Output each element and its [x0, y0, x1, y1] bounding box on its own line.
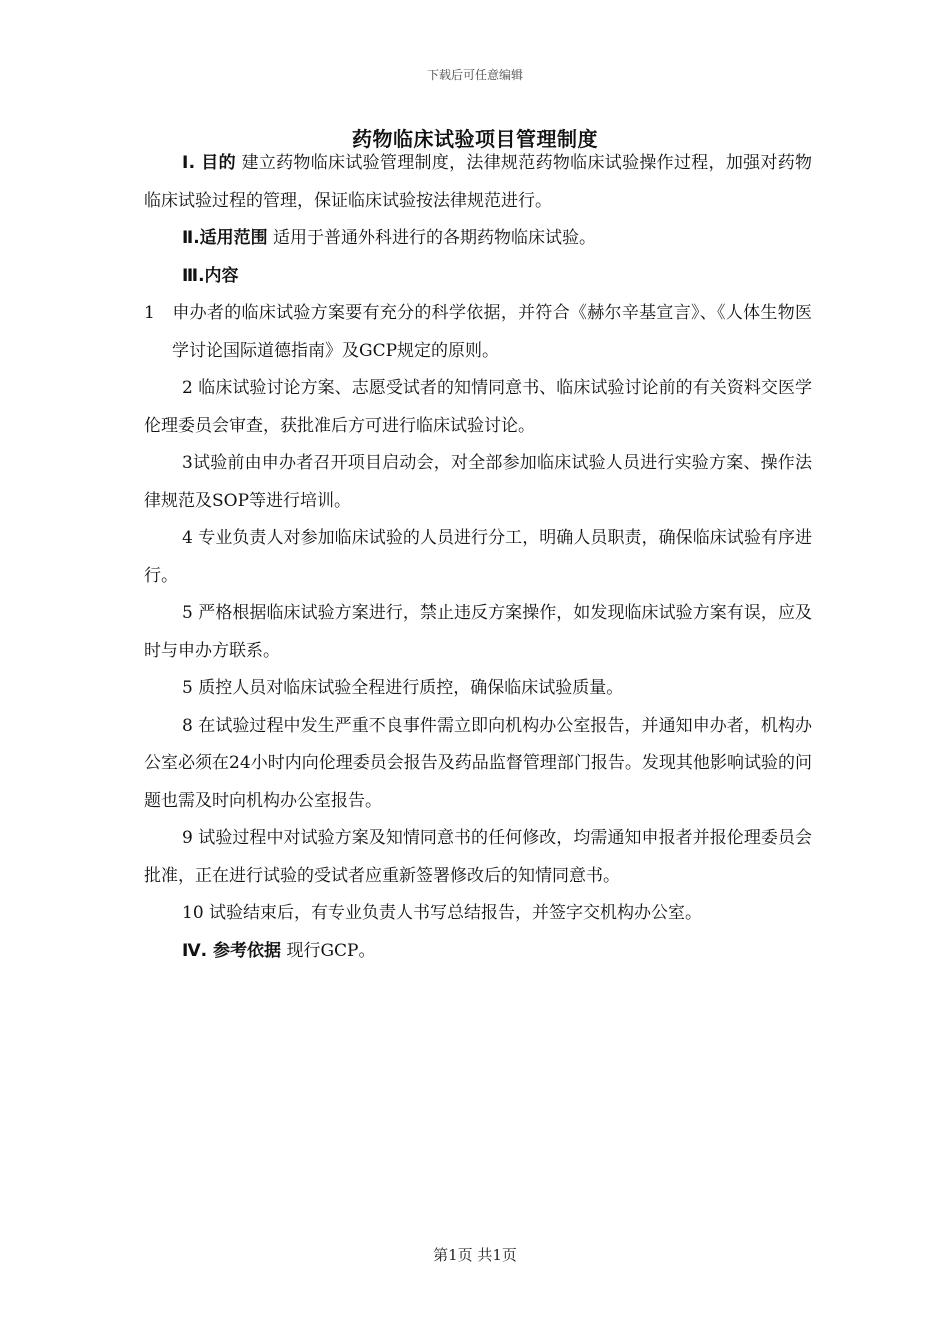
- section-purpose-label: Ⅰ. 目的: [182, 153, 236, 173]
- content-item: 3试验前由申办者召开项目启动会，对全部参加临床试验人员进行实验方案、操作法律规范及SOP等进行培训。: [144, 453, 812, 511]
- content-item: 4 专业负责人对参加临床试验的人员进行分工，明确人员职责，确保临床试验有序进行。: [144, 528, 812, 586]
- content-item: 5 质控人员对临床试验全程进行质控，确保临床试验质量。: [182, 678, 624, 698]
- page-header: 下载后可任意编辑: [426, 68, 523, 82]
- section-scope-text: 适用于普通外科进行的各期药物临床试验。: [267, 228, 597, 248]
- content-item: 10 试验结束后，有专业负责人书写总结报告，并签字交机构办公室。: [182, 903, 703, 923]
- content-item: 9 试验过程中对试验方案及知情同意书的任何修改，均需通知申报者并报伦理委员会批准，正在进行试验的受试者应重新签署修改后的知情同意书。: [144, 828, 812, 886]
- section-reference-text: 现行GCP。: [281, 940, 376, 961]
- document-body: [144, 145, 812, 970]
- page-footer: 第1页 共1页: [433, 1246, 517, 1264]
- section-purpose-text: 建立药物临床试验管理制度，法律规范药物临床试验操作过程，加强对药物临床试验过程的管理，保证临床试验按法律规范进行。: [144, 153, 813, 211]
- document-title: 药物临床试验项目管理制度: [352, 127, 598, 151]
- section-reference-label: Ⅳ. 参考依据: [182, 940, 282, 961]
- section-content-heading: [144, 258, 812, 296]
- section-scope: [144, 220, 812, 258]
- content-item: 8 在试验过程中发生严重不良事件需立即向机构办公室报告，并通知申办者，机构办公室必须在24小时内向伦理委员会报告及药品监督管理部门报告。发现其他影响试验的问题也需及时向机构办公室报告。: [144, 715, 812, 811]
- content-item: 5 严格根据临床试验方案进行，禁止违反方案操作，如发现临床试验方案有误，应及时与申办方联系。: [144, 603, 812, 661]
- content-item: 2 临床试验讨论方案、志愿受试者的知情同意书、临床试验讨论前的有关资料交医学伦理委员会审查，获批准后方可进行临床试验讨论。: [144, 378, 812, 436]
- section-scope-label: Ⅱ.适用范围: [182, 228, 268, 248]
- section-content-label: Ⅲ.内容: [182, 265, 239, 286]
- content-item: 1 申办者的临床试验方案要有充分的科学依据，并符合《赫尔辛基宣言》、《人体生物医学讨论国际道德指南》及GCP规定的原则。: [144, 303, 812, 361]
- section-purpose: [144, 145, 812, 220]
- section-reference: [144, 933, 812, 971]
